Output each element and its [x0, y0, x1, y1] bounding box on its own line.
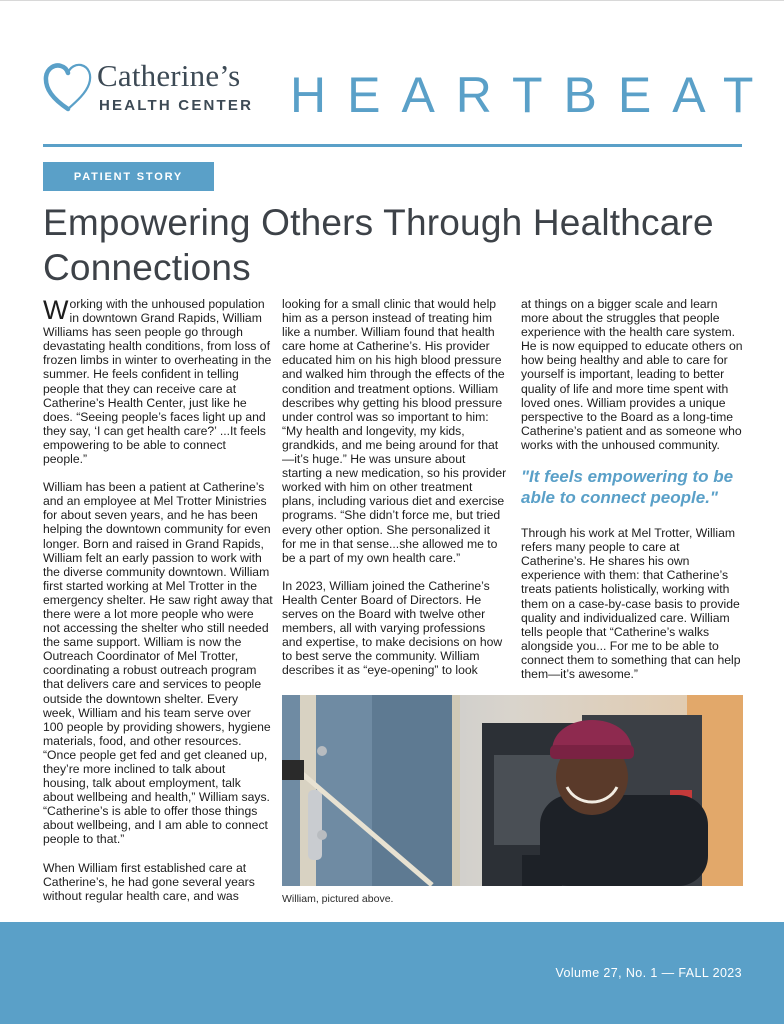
- photo-illustration: [282, 695, 743, 886]
- heart-logo-icon: [43, 61, 93, 113]
- brand-name: Catherine’s: [97, 58, 241, 93]
- paragraph: Working with the unhoused population in downtown Grand Rapids, William Williams has seen people go through devastating health conditions, from loss of frozen limbs in winter to overheating in the summer. He feels confident in telling people that they can receive care at Catherine’s Health Center, just like he does. “Seeing people’s faces light up and they say, ‘I can get health care?’ ...It feels empowering to be able to connect people.”: [43, 295, 272, 467]
- header-divider: [43, 144, 742, 147]
- top-border: [0, 0, 784, 1]
- article-title: Empowering Others Through Healthcare Connections: [43, 202, 714, 288]
- newsletter-title: HEARTBEAT: [290, 67, 775, 123]
- paragraph: William has been a patient at Catherine’s and an employee at Mel Trotter Ministries for about seven years, and he has been helping the downtown community for even longer. Born and raised in Grand Rapids, William felt an early passion to work with the diverse community downtown. William first started working at Mel Trotter in the emergency shelter. He saw right away that there were a lot more people who were not accessing the shelter who still needed the same support. William is now the Outreach Coordinator of Mel Trotter, coordinating a robust outreach program that delivers care and services to people outside the downtown shelter. Every week, William and his team serve over 100 people by providing showers, hygiene materials, food, and other resources. “Once people get fed and get cleaned up, they’re more inclined to talk about housing, talk about employment, talk about wellbeing and health,” William says. “Catherine’s is able to offer those things about wellbeing, and I am able to connect people to that.”: [43, 480, 273, 847]
- paragraph: When William first established care at Catherine’s, he had gone several years without regular health care, and was: [43, 860, 255, 903]
- pull-quote: "It feels empowering to be able to connect people.": [521, 467, 734, 508]
- dropcap: W: [43, 295, 69, 325]
- paragraph: looking for a small clinic that would help him as a person instead of treating him like a number. William found that health care home at Catherine’s. His provider educated him on his high blood pressure and walked him through the effects of the condition and treatment options. William describes why getting his blood pressure under control was so important to him: “My health and longevity, my kids, grandkids, and me being around for that—it’s huge.” He was unsure about starting a new medication, so his provider worked with him on other treatment plans, including various diet and exercise programs. “She didn’t force me, but tried every other option. She personalized it for me in that sense...she allowed me to be a part of my own health care.”: [282, 297, 507, 565]
- article-column-3: [521, 297, 743, 695]
- footer-band: [0, 922, 784, 1024]
- photo-caption: William, pictured above.: [282, 893, 394, 905]
- masthead: [43, 58, 775, 123]
- paragraph: at things on a bigger scale and learn more about the struggles that people experience with the health care system. He is now equipped to educate others on how being healthy and able to care for yourself is important, leading to better quality of life and more time spent with loved ones. William provides a unique perspective to the Board as a long-time Catherine’s patient and as someone who works with the unhoused community.: [521, 297, 743, 452]
- paragraph: In 2023, William joined the Catherine’s Health Center Board of Directors. He serves on the Board with twelve other members, all with varying professions and expertise, to make decisions on how to best serve the community. William describes it as “eye-opening” to look: [282, 578, 503, 678]
- paragraph: Through his work at Mel Trotter, William refers many people to care at Catherine’s. He shares his own experience with them: that Catherine’s treats patients holistically, working with them on a case-by-case basis to provide quality and individualized care. William tells people that “Catherine’s walks alongside you... For me to be able to connect them to something that can help them—it’s awesome.”: [521, 526, 741, 681]
- article-photo: [282, 695, 743, 886]
- issue-info: Volume 27, No. 1 — FALL 2023: [555, 966, 742, 980]
- article-column-2: [282, 297, 507, 691]
- brand-subname: HEALTH CENTER: [99, 97, 254, 114]
- article-column-1: [43, 297, 273, 917]
- section-tag: PATIENT STORY: [43, 162, 214, 191]
